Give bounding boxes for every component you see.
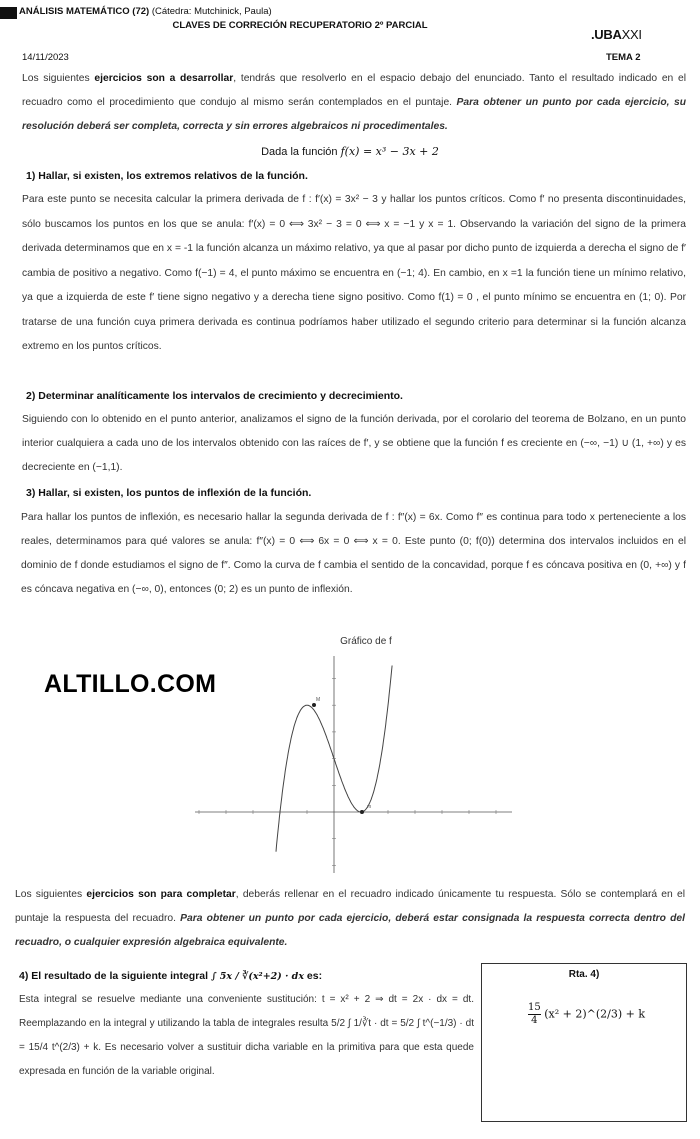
answer-box-q4[interactable] bbox=[481, 963, 687, 1122]
function-graph bbox=[190, 628, 520, 878]
q1-heading: 1) Hallar, si existen, los extremos relativos de la función. bbox=[26, 170, 308, 182]
function-lead: Dada la función bbox=[261, 146, 341, 158]
answer-label: Rta. 4) bbox=[568, 969, 600, 980]
intro2-paragraph bbox=[15, 883, 685, 955]
intro2-lead: Los siguientes bbox=[15, 889, 87, 900]
q4-body: Esta integral se resuelve mediante una conveniente sustitución: t = x² + 2 ⇒ dt = 2x · dx = dt. Reemplazando en la integral y utilizando la tabla de integrales resulta 5/2 ∫ 1/∛t · dt = 5/2 ∫ t^(−1/3) · dt = 15/4 t^(2/3) + k. Es necesario volver a sustituir dicha variable en la primitiva para que esta quede expresada en función de la variable original. bbox=[19, 994, 474, 1077]
uba-logo-suffix: XXI bbox=[621, 27, 642, 42]
q2-heading: 2) Determinar analíticamente los intervalos de crecimiento y decrecimiento. bbox=[26, 390, 403, 402]
uba-logo bbox=[591, 27, 642, 42]
intro2-rest: , deberás rellenar en el recuadro indicado únicamente tu respuesta. Sólo se contemplará en el puntaje la respuesta del recuadro. bbox=[15, 889, 685, 924]
answer-denominator: 4 bbox=[531, 1015, 538, 1026]
course-chair: (Cátedra: Mutchinick, Paula) bbox=[151, 6, 272, 17]
intro-paragraph bbox=[22, 67, 686, 139]
course-name: ANÁLISIS MATEMÁTICO (72) bbox=[19, 6, 150, 17]
max-marker: M bbox=[316, 697, 321, 703]
answer-expression: (x² + 2)^(2/3) + k bbox=[544, 1007, 646, 1021]
intro2-italic: Para obtener un punto por cada ejercicio, deberá estar consignada la respuesta correcta dentro del recuadro, o cualquier expresión algebraica equivalente. bbox=[15, 913, 685, 948]
intro-rest: , tendrás que resolverlo en el espacio debajo del enunciado. Tanto el resultado indicado en el recuadro como el procedimiento que condujo al mismo serán contemplados en el puntaje. bbox=[22, 73, 687, 108]
answer-value bbox=[528, 1002, 645, 1027]
q1-body: Para este punto se necesita calcular la primera derivada de f : f′(x) = 3x² − 3 y hallar los puntos críticos. Como f′ no presenta discontinuidades, sólo buscamos los puntos en los que se anula: f′(x) = 0 ⟺ 3x² − 3 = 0 ⟺ x = −1 y x = 1. Observando la variación del signo de la primera derivada determinamos que en x = -1 la función alcanza un máximo relativo, ya que al pasar por dicho punto de izquierda a derecha el signo de f′ cambia de positivo a negativo. Como f(−1) = 4, el punto máximo se encuentra en (−1; 4). En cambio, en x =1 la función tiene un mínimo relativo, ya que a izquierda de este f′ tiene signo negativo y a derecha tiene signo positivo. Como f(1) = 0 , el punto mínimo se encuentra en (1; 0). Por tratarse de una función cuya primera derivada es continua podríamos haber utilizado el segundo criterio para determinar si la función alcanza extremo en los puntos críticos. bbox=[22, 194, 686, 352]
exam-subtitle: CLAVES DE CORRECIÓN RECUPERATORIO 2º PARCIAL bbox=[172, 20, 428, 31]
altillo-watermark: ALTILLO.COM bbox=[44, 670, 217, 698]
graph-title: Gráfico de f bbox=[340, 636, 392, 647]
min-point bbox=[360, 810, 364, 814]
function-definition bbox=[0, 145, 700, 158]
function-formula: f(x) = x³ − 3x + 2 bbox=[340, 145, 439, 158]
answer-numerator: 15 bbox=[528, 1002, 541, 1013]
exam-date: 14/11/2023 bbox=[22, 52, 69, 63]
course-title bbox=[19, 6, 272, 17]
q4-integral: ∫ 5x / ∛(x²+2) · dx bbox=[210, 971, 304, 982]
intro-bold: ejercicios son a desarrollar bbox=[94, 73, 234, 84]
q3-heading: 3) Hallar, si existen, los puntos de inflexión de la función. bbox=[26, 487, 312, 499]
intro-italic: Para obtener un punto por cada ejercicio, su resolución deberá ser completa, correcta y sin errores algebraicos ni procedimentales. bbox=[22, 97, 687, 132]
uba-logo-main: .UBA bbox=[591, 27, 622, 42]
header-black-bar bbox=[0, 7, 17, 19]
q4-heading bbox=[19, 970, 322, 982]
intro2-bold: ejercicios son para completar bbox=[86, 889, 236, 900]
q4-heading-lead: 4) El resultado de la siguiente integral bbox=[19, 970, 211, 982]
q2-body: Siguiendo con lo obtenido en el punto anterior, analizamos el signo de la función derivada, por el corolario del teorema de Bolzano, en un punto interior cualquiera a cada uno de los intervalos obtenido con las raíces de f′, y se obtiene que la función f es creciente en (−∞, −1) ∪ (1, +∞) y es decreciente en (−1,1). bbox=[22, 414, 686, 473]
axis-ticks bbox=[199, 679, 496, 866]
answer-fraction bbox=[528, 1002, 541, 1027]
max-point bbox=[312, 703, 316, 707]
intro-lead: Los siguientes bbox=[22, 73, 95, 84]
min-marker: m bbox=[367, 804, 372, 810]
q3-body: Para hallar los puntos de inflexión, es necesario hallar la segunda derivada de f : f″(x) = 6x. Como f″ es continua para todo x perteneciente a los reales, determinamos para qué valores se anula: f″(x) = 0 ⟺ 6x = 0 ⟺ x = 0. Este punto (0; f(0)) determina dos intervalos incluidos en el dominio de f donde estudiamos el signo de f″. Como la curva de f cambia el sentido de la concavidad, porque f es cóncava positiva en (0, +∞) y f es cóncava negativa en (−∞, 0), entonces (0; 2) es un punto de inflexión. bbox=[21, 512, 686, 595]
q4-heading-tail: es: bbox=[304, 970, 323, 982]
exam-tema: TEMA 2 bbox=[606, 52, 641, 63]
